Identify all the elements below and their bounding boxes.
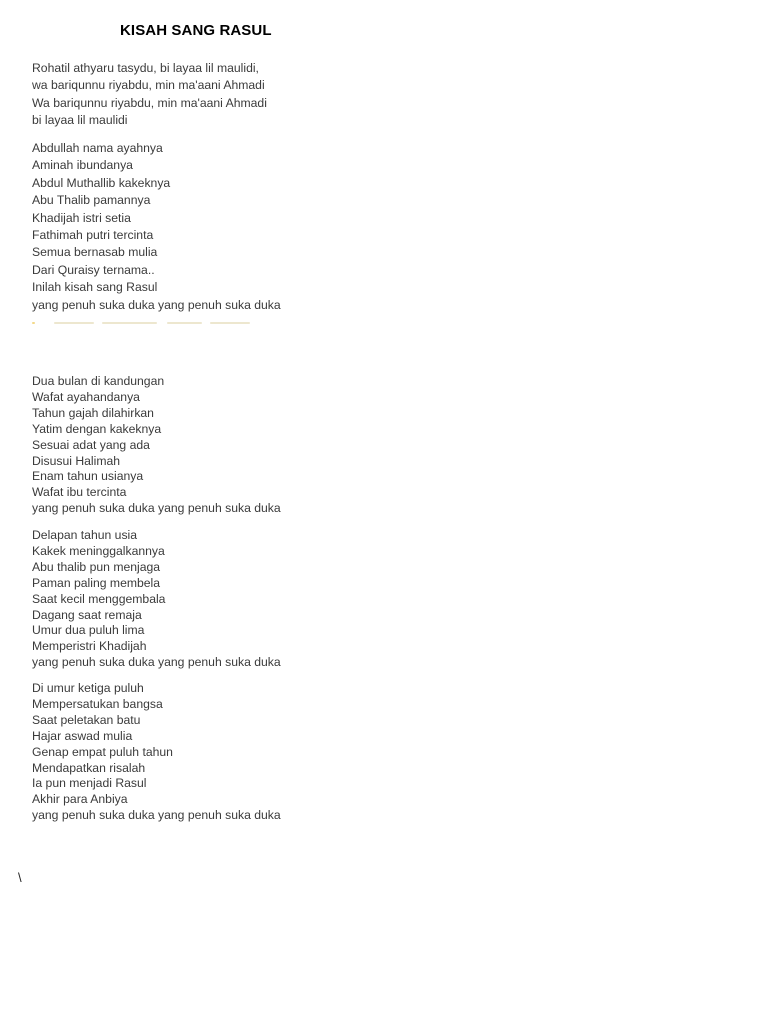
poem-line: Abu thalib pun menjaga [32,559,161,574]
poem-line: Dua bulan di kandungan [32,374,165,388]
poem-line: Saat kecil menggembala [32,591,166,606]
poem-title: KISAH SANG RASUL [120,22,272,39]
stanza-4 [32,528,281,671]
poem-line: Aminah ibundanya [32,158,133,173]
poem-line: Dari Quraisy ternama.. [32,262,155,277]
poem-line: Wa bariqunnu riyabdu, min ma'aani Ahmadi [32,95,267,110]
faint-scan-residue [32,320,252,326]
poem-line: Sesuai adat yang ada [32,437,150,452]
poem-line: Hajar aswad mulia [32,728,133,743]
stray-backslash: \ [18,870,22,885]
stanza-5 [32,681,281,824]
poem-line: yang penuh suka duka yang penuh suka duka [32,655,281,670]
poem-line: wa bariqunnu riyabdu, min ma'aani Ahmadi [32,78,265,93]
poem-line: Enam tahun usianya [32,469,144,484]
poem-line: Di umur ketiga puluh [32,681,144,695]
poem-line: Rohatil athyaru tasydu, bi layaa lil maulidi, [32,61,259,75]
poem-line: bi layaa lil maulidi [32,112,128,127]
poem-line: Semua bernasab mulia [32,245,158,260]
poem-line: Abdul Muthallib kakeknya [32,175,171,190]
poem-line: Dagang saat remaja [32,607,142,622]
poem-line: Abdullah nama ayahnya [32,141,163,155]
poem-line: Khadijah istri setia [32,210,131,225]
poem-line: Akhir para Anbiya [32,792,128,807]
poem-line: Memperistri Khadijah [32,639,147,654]
poem-line: Disusui Halimah [32,453,121,468]
poem-line: Kakek meninggalkannya [32,543,165,558]
stanza-1 [32,60,267,129]
poem-line: Mempersatukan bangsa [32,696,163,711]
poem-line: yang penuh suka duka yang penuh suka duka [32,297,281,312]
poem-line: Abu Thalib pamannya [32,193,151,208]
poem-line: Tahun gajah dilahirkan [32,405,154,420]
poem-line: Ia pun menjadi Rasul [32,776,147,791]
poem-line: Saat peletakan batu [32,712,141,727]
poem-line: yang penuh suka duka yang penuh suka duka [32,808,281,823]
poem-line: Wafat ayahandanya [32,389,140,404]
stanza-2 [32,140,281,314]
poem-line: Inilah kisah sang Rasul [32,280,158,295]
poem-line: Delapan tahun usia [32,528,138,542]
poem-line: Wafat ibu tercinta [32,485,127,500]
poem-line: Fathimah putri tercinta [32,228,154,243]
poem-line: Umur dua puluh lima [32,623,145,638]
stanza-3 [32,374,281,517]
poem-line: Yatim dengan kakeknya [32,421,162,436]
poem-line: Mendapatkan risalah [32,760,146,775]
poem-line: Paman paling membela [32,575,161,590]
poem-line: Genap empat puluh tahun [32,744,173,759]
poem-line: yang penuh suka duka yang penuh suka duka [32,501,281,516]
